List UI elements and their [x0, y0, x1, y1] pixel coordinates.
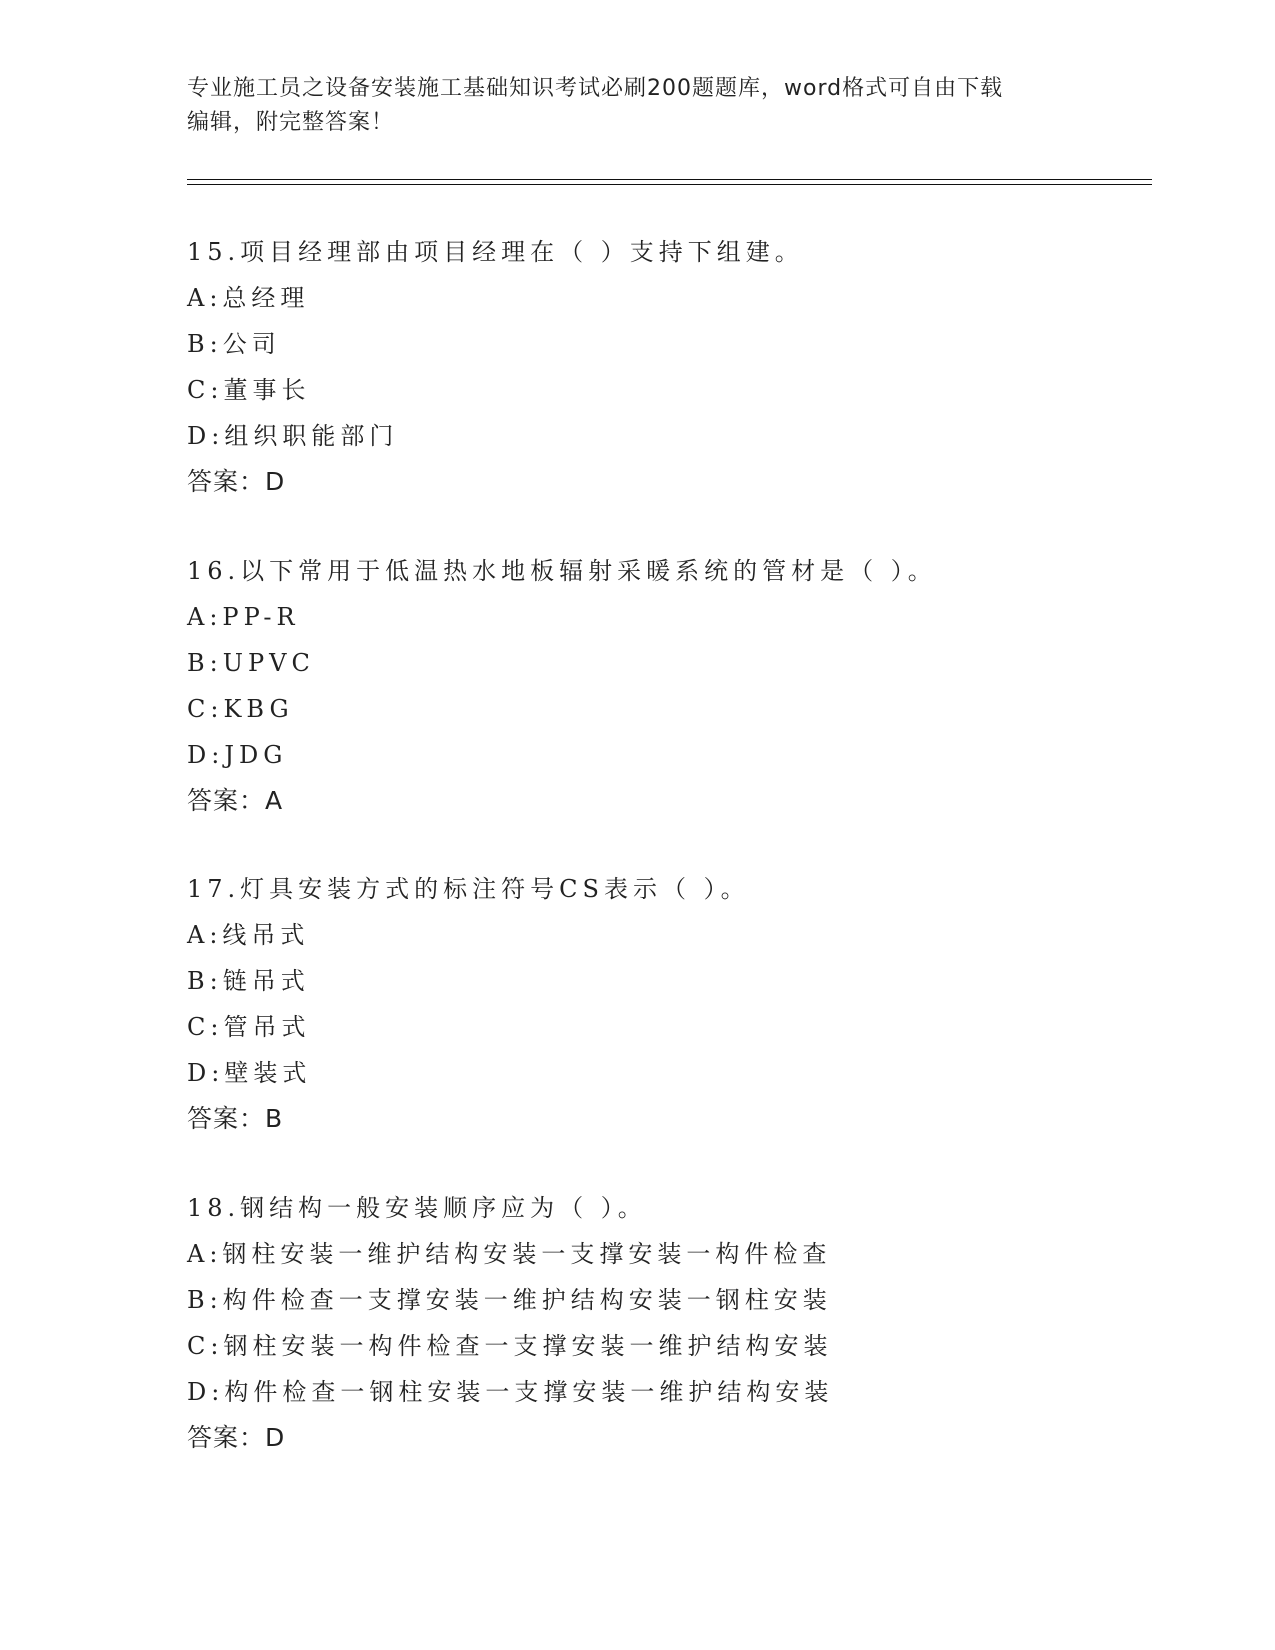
option-key: C: [187, 376, 224, 404]
option-key: D: [187, 1059, 225, 1087]
document-header [187, 72, 1087, 140]
option-text: 钢柱安装一维护结构安装一支撑安装一构件检查 [222, 1240, 832, 1268]
question-title: 18.钢结构一般安装顺序应为（ ）。 [187, 1194, 647, 1222]
question-16 [187, 548, 1147, 824]
option-key: B: [187, 330, 223, 358]
option-text: 组织职能部门 [224, 422, 399, 450]
option-b [187, 640, 1147, 686]
option-text: 构件检查一钢柱安装一支撑安装一维护结构安装 [224, 1378, 834, 1406]
option-key: A: [187, 1240, 223, 1268]
option-a [187, 594, 1147, 640]
option-text: UPVC [222, 649, 315, 677]
option-key: C: [187, 1013, 224, 1041]
option-text: KBG [223, 695, 294, 723]
option-d [187, 732, 1147, 778]
header-divider-top [187, 179, 1152, 180]
option-key: D: [187, 1378, 225, 1406]
option-text: 线吊式 [222, 921, 310, 949]
option-text: 公司 [222, 330, 281, 358]
option-text: 链吊式 [222, 967, 310, 995]
answer-label: 答案：D [187, 1423, 286, 1452]
option-key: A: [187, 284, 223, 312]
option-c [187, 367, 1147, 413]
option-key: B: [187, 1286, 223, 1314]
question-15 [187, 229, 1147, 505]
header-line-2: 编辑，附完整答案！ [187, 110, 395, 135]
question-17 [187, 866, 1147, 1142]
option-key: A: [187, 921, 223, 949]
option-key: D: [187, 741, 225, 769]
option-text: 构件检查一支撑安装一维护结构安装一钢柱安装 [222, 1286, 832, 1314]
option-a [187, 912, 1147, 958]
question-title: 16.以下常用于低温热水地板辐射采暖系统的管材是（ ）。 [187, 557, 937, 585]
question-18 [187, 1185, 1147, 1461]
option-text: JDG [224, 741, 288, 769]
option-text: 钢柱安装一构件检查一支撑安装一维护结构安装 [223, 1332, 833, 1360]
answer-label: 答案：D [187, 467, 286, 496]
option-text: PP-R [222, 603, 300, 631]
option-b [187, 1277, 1147, 1323]
option-c [187, 1004, 1147, 1050]
option-text: 董事长 [223, 376, 311, 404]
option-d [187, 1050, 1147, 1096]
question-title: 17.灯具安装方式的标注符号CS表示（ ）。 [187, 875, 750, 903]
option-key: A: [187, 603, 223, 631]
option-key: D: [187, 422, 225, 450]
option-key: C: [187, 1332, 224, 1360]
option-d [187, 413, 1147, 459]
option-text: 壁装式 [224, 1059, 312, 1087]
option-text: 总经理 [222, 284, 310, 312]
answer-label: 答案：B [187, 1104, 284, 1133]
answer-label: 答案：A [187, 786, 284, 815]
option-d [187, 1369, 1147, 1415]
option-key: C: [187, 695, 224, 723]
header-divider-bottom [187, 184, 1152, 185]
question-title: 15.项目经理部由项目经理在（ ）支持下组建。 [187, 238, 804, 266]
option-b [187, 321, 1147, 367]
option-text: 管吊式 [223, 1013, 311, 1041]
option-key: B: [187, 967, 223, 995]
header-line-1: 专业施工员之设备安装施工基础知识考试必刷200题题库，word格式可自由下载 [187, 76, 1004, 101]
option-c [187, 1323, 1147, 1369]
option-a [187, 1231, 1147, 1277]
option-c [187, 686, 1147, 732]
option-b [187, 958, 1147, 1004]
option-key: B: [187, 649, 223, 677]
option-a [187, 275, 1147, 321]
